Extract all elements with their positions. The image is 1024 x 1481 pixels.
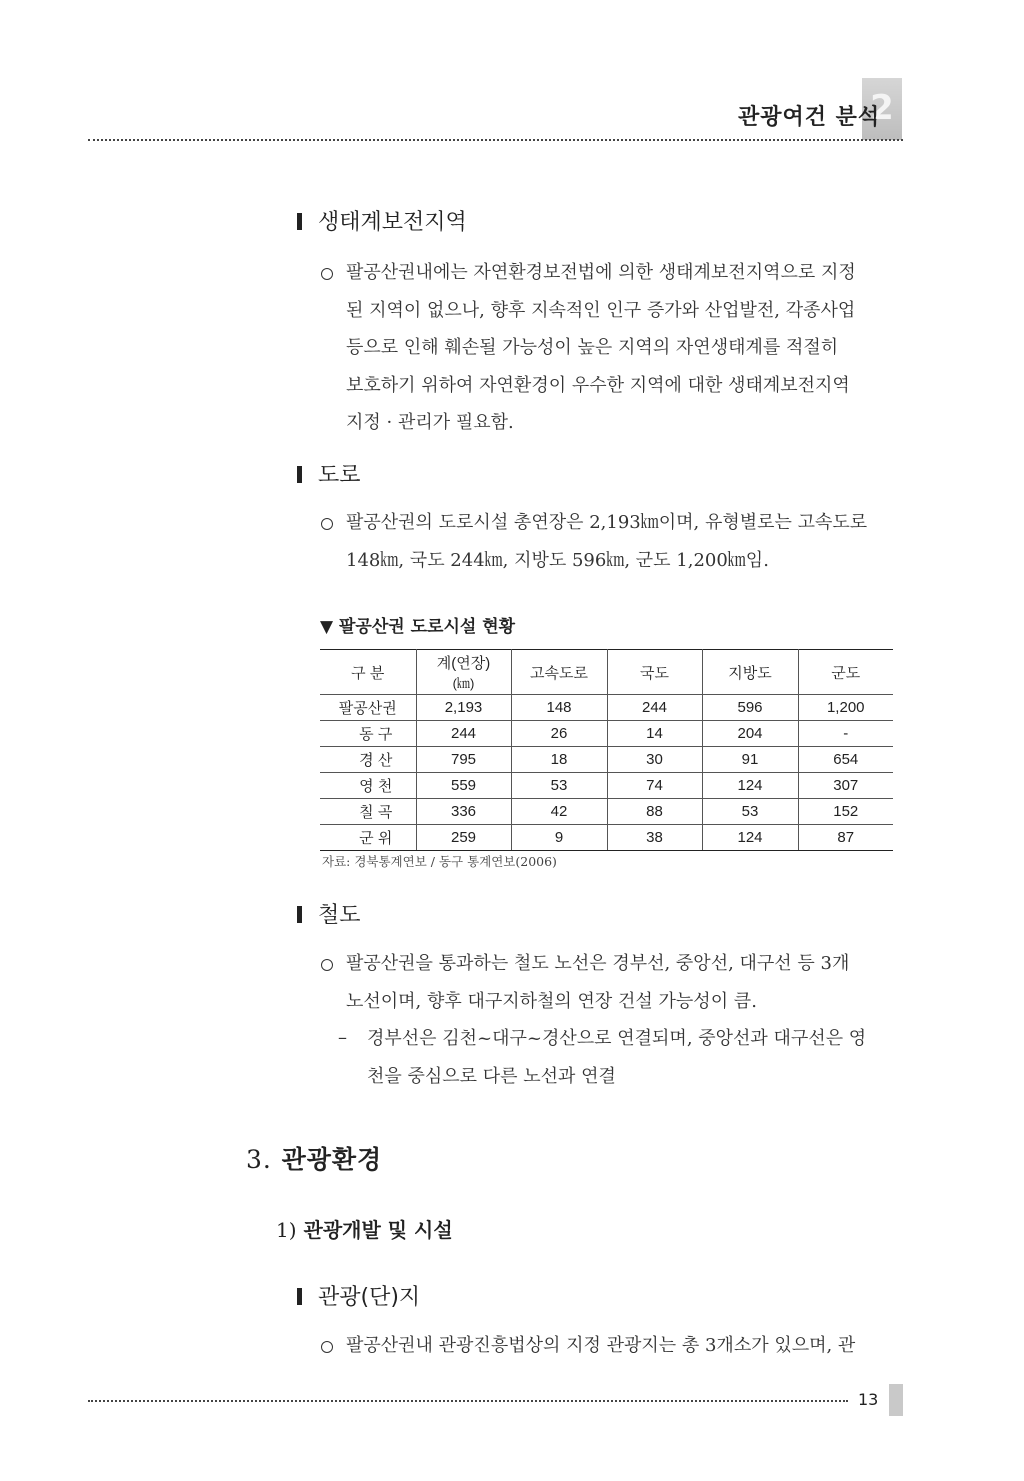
- rail-sub-paragraph: [367, 1020, 866, 1095]
- table-cell: 53: [702, 799, 798, 825]
- section-title-eco: 생태계보전지역: [318, 210, 467, 235]
- section-marker: [297, 906, 302, 923]
- table-cell: -: [798, 721, 893, 747]
- para-line: 천을 중심으로 다른 노선과 연결: [367, 1065, 616, 1087]
- chapter-number: 2: [870, 88, 894, 128]
- road-paragraph: [346, 504, 867, 579]
- para-line: 팔공산권내 관광진흥법상의 지정 관광지는 총 3개소가 있으며, 관: [346, 1335, 856, 1356]
- bullet-circle-icon: [321, 959, 333, 971]
- table-cell: 654: [798, 747, 893, 773]
- table-caption: ▼ 팔공산권 도로시설 현황: [320, 617, 516, 637]
- table-cell: 204: [702, 721, 798, 747]
- table-cell: 42: [511, 799, 607, 825]
- bullet-circle-icon: [321, 268, 333, 280]
- section-title-road: 도로: [318, 463, 361, 488]
- table-cell: 259: [416, 825, 511, 851]
- para-line: 된 지역이 없으나, 향후 지속적인 인구 증가와 산업발전, 각종사업: [346, 299, 856, 321]
- table-header-cell: [416, 650, 511, 695]
- table-row: [320, 721, 893, 747]
- para-line: 팔공산권의 도로시설 총연장은 2,193㎞이며, 유형별로는 고속도로: [346, 512, 868, 533]
- table-header-cell: 고속도로: [511, 650, 607, 695]
- subsection-heading: [276, 1214, 453, 1243]
- road-facilities-table: [320, 649, 893, 851]
- table-cell: 팔공산권: [320, 695, 416, 721]
- running-header-title: 관광여건 분석: [738, 105, 881, 130]
- section-title-tourism: 관광(단)지: [318, 1285, 421, 1310]
- table-cell: 124: [702, 773, 798, 799]
- table-cell: 영 천: [320, 773, 416, 799]
- table-header-cell: 국도: [607, 650, 702, 695]
- table-cell: 244: [416, 721, 511, 747]
- table-row: [320, 773, 893, 799]
- para-line: 경부선은 김천~대구~경산으로 연결되며, 중앙선과 대구선은 영: [367, 1028, 867, 1049]
- table-cell: 307: [798, 773, 893, 799]
- table-cell: 경 산: [320, 747, 416, 773]
- para-line: 노선이며, 향후 대구지하철의 연장 건설 가능성이 큼.: [346, 990, 757, 1012]
- table-cell: 87: [798, 825, 893, 851]
- bullet-circle-icon: [321, 518, 333, 530]
- table-source-note: 자료: 경북통계연보 / 동구 통계연보(2006): [322, 854, 557, 869]
- table-cell: 동 구: [320, 721, 416, 747]
- para-line: 보호하기 위하여 자연환경이 우수한 지역에 대한 생태계보전지역: [346, 374, 850, 396]
- para-line: 등으로 인해 훼손될 가능성이 높은 지역의 자연생태계를 적절히: [346, 337, 839, 358]
- table-cell: 88: [607, 799, 702, 825]
- eco-paragraph: [346, 254, 856, 442]
- table-cell: 30: [607, 747, 702, 773]
- table-cell: 14: [607, 721, 702, 747]
- table-cell: 795: [416, 747, 511, 773]
- table-cell: 336: [416, 799, 511, 825]
- para-line: 팔공산권내에는 자연환경보전법에 의한 생태계보전지역으로 지정: [346, 262, 856, 283]
- section-marker: [297, 1288, 302, 1305]
- table-header-cell: 지방도: [702, 650, 798, 695]
- table-cell: 148: [511, 695, 607, 721]
- dash-bullet-icon: –: [338, 1027, 347, 1048]
- heading-text: 관광개발 및 시설: [303, 1218, 453, 1242]
- footer-tab: [889, 1384, 903, 1416]
- table-row: [320, 825, 893, 851]
- section-marker: [297, 213, 302, 230]
- table-cell: 152: [798, 799, 893, 825]
- bullet-circle-icon: [321, 1341, 333, 1353]
- para-line: 지정 · 관리가 필요함.: [346, 412, 514, 433]
- page-number: 13: [858, 1390, 879, 1409]
- header-divider: [88, 139, 903, 141]
- para-line: 팔공산권을 통과하는 철도 노선은 경부선, 중앙선, 대구선 등 3개: [346, 953, 850, 974]
- table-cell: 74: [607, 773, 702, 799]
- heading-text: 관광환경: [281, 1145, 383, 1174]
- table-cell: 2,193: [416, 695, 511, 721]
- table-cell: 91: [702, 747, 798, 773]
- table-cell: 26: [511, 721, 607, 747]
- table-cell: 9: [511, 825, 607, 851]
- table-header-cell: 군도: [798, 650, 893, 695]
- table-row: [320, 747, 893, 773]
- table-cell: 군 위: [320, 825, 416, 851]
- rail-paragraph: [346, 945, 849, 1020]
- heading-number: 1): [276, 1218, 297, 1242]
- table-cell: 53: [511, 773, 607, 799]
- table-cell: 596: [702, 695, 798, 721]
- table-header-cell: 구 분: [320, 650, 416, 695]
- table-cell: 38: [607, 825, 702, 851]
- section-marker: [297, 466, 302, 483]
- table-cell: 559: [416, 773, 511, 799]
- footer-divider: [88, 1400, 848, 1402]
- chapter-heading: [246, 1140, 382, 1176]
- heading-number: 3.: [246, 1145, 272, 1174]
- table-cell: 124: [702, 825, 798, 851]
- tourism-paragraph: [346, 1327, 855, 1365]
- table-cell: 244: [607, 695, 702, 721]
- para-line: 148㎞, 국도 244㎞, 지방도 596㎞, 군도 1,200㎞임.: [346, 549, 769, 571]
- table-row: [320, 695, 893, 721]
- section-title-rail: 철도: [318, 903, 361, 928]
- header-total-unit: (㎞): [452, 676, 475, 691]
- header-total-label: 계(연장): [436, 655, 491, 672]
- table-cell: 1,200: [798, 695, 893, 721]
- table-row: [320, 799, 893, 825]
- table-header-row: [320, 650, 893, 695]
- table-cell: 칠 곡: [320, 799, 416, 825]
- table-cell: 18: [511, 747, 607, 773]
